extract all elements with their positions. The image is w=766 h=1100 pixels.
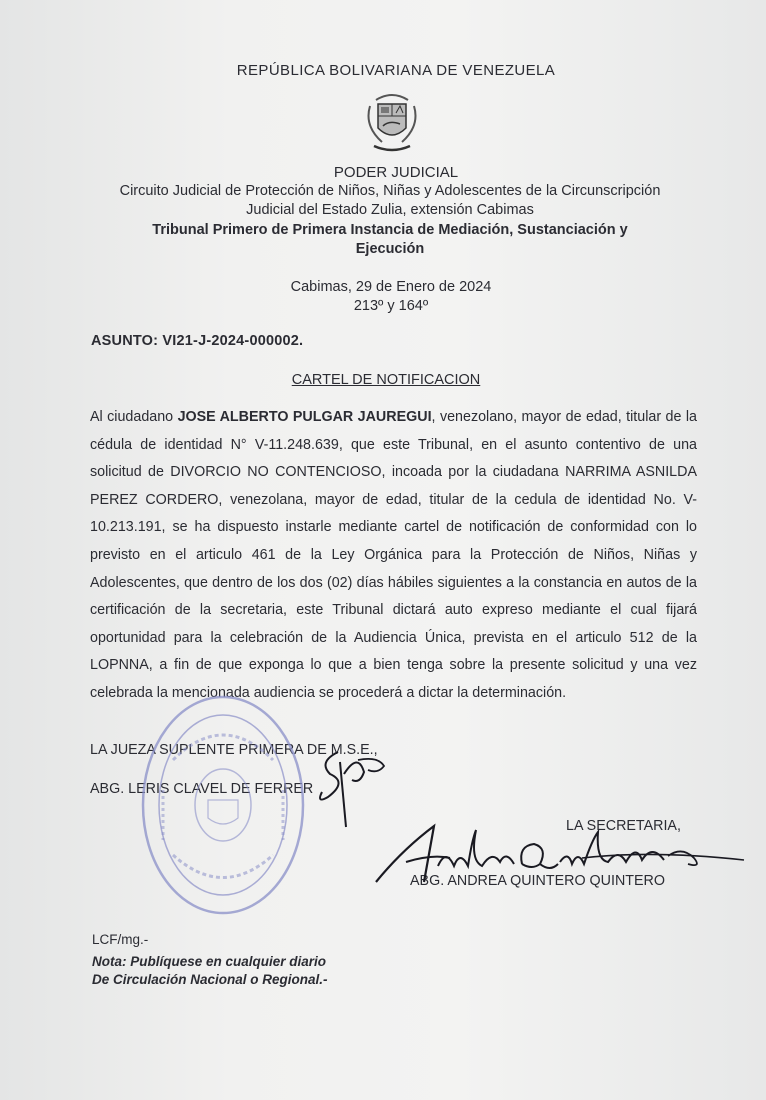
court-stamp xyxy=(138,690,308,920)
tribunal-line-2: Ejecución xyxy=(355,241,425,257)
coat-of-arms-icon xyxy=(356,86,428,158)
secretary-name: ABG. ANDREA QUINTERO QUINTERO xyxy=(410,873,665,889)
judge-name: ABG. LERIS CLAVEL DE FERRER xyxy=(90,781,314,797)
body-rest: , venezolano, mayor de edad, titular de la cédula de identidad N° V-11.248.639, que este Tribunal, en el asunto contentivo de una solicitud de DIVORCIO NO CONTENCIOSO, incoada por la ciudadana NARRIMA ASNILDA PEREZ CORDERO, venezolana, mayor de edad, titular de la cedula de identidad No. V-10.213.191, se ha dispuesto instarle mediante cartel de notificación de conformidad con lo previsto en el articulo 461 de la Ley Orgánica para la Protección de Niños, Niñas y Adolescentes, que dentro de los dos (02) días hábiles siguientes a la constancia en autos de la certificación de la secretaria, este Tribunal dictará auto expreso mediante el cual fijará oportunidad para la celebración de la Audiencia Única, prevista en el articulo 512 de la LOPNNA, a fin de que exponga lo que a bien tenga sobre la presente solicitud y una vez celebrada la mencionada audiencia se procederá a dictar la determinación. xyxy=(90,409,698,701)
publication-note-line-1: Nota: Publíquese en cualquier diario xyxy=(92,954,327,969)
notification-body xyxy=(90,404,697,708)
republic-heading: REPÚBLICA BOLIVARIANA DE VENEZUELA xyxy=(236,62,556,79)
body-start: Al ciudadano xyxy=(90,409,178,425)
judge-signature xyxy=(308,722,398,832)
circuit-line-2: Judicial del Estado Zulia, extensión Cabimas xyxy=(246,202,534,218)
initials: LCF/mg.- xyxy=(92,932,149,947)
poder-judicial-heading: PODER JUDICIAL xyxy=(333,164,459,181)
judge-title: LA JUEZA SUPLENTE PRIMERA DE M.S.E., xyxy=(90,742,378,758)
notified-person-name: JOSE ALBERTO PULGAR JAUREGUI xyxy=(177,409,432,425)
secretary-title: LA SECRETARIA, xyxy=(566,818,681,834)
publication-note xyxy=(92,953,432,989)
document-title: CARTEL DE NOTIFICACION xyxy=(291,372,481,388)
years-line: 213º y 164º xyxy=(353,298,429,314)
case-number: ASUNTO: VI21-J-2024-000002. xyxy=(91,333,304,349)
tribunal-line-1: Tribunal Primero de Primera Instancia de Mediación, Sustanciación y xyxy=(152,222,628,238)
publication-note-line-2: De Circulación Nacional o Regional.- xyxy=(92,972,328,987)
circuit-line-1: Circuito Judicial de Protección de Niños, Niñas y Adolescentes de la Circunscripción xyxy=(119,183,661,199)
date-line: Cabimas, 29 de Enero de 2024 xyxy=(290,279,492,295)
